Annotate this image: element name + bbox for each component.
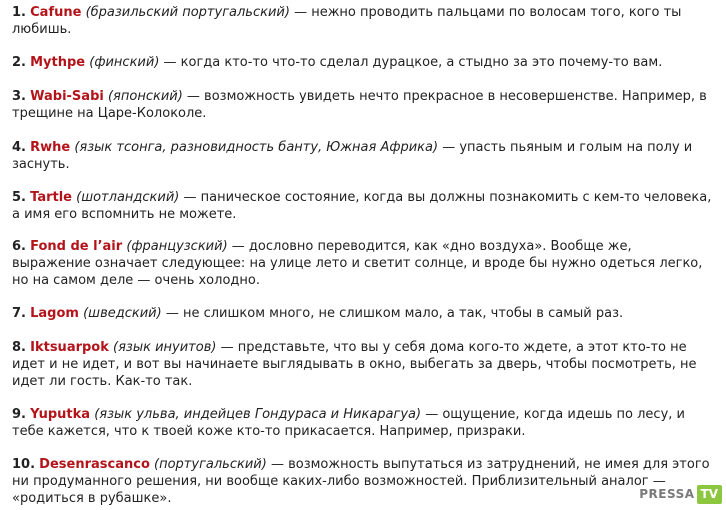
item-language: (японский) [107, 89, 183, 104]
item-word: Wabi-Sabi [30, 89, 104, 104]
list-item [12, 88, 712, 122]
item-number: 5. [12, 190, 26, 205]
item-language: (бразильский португальский) [85, 5, 290, 20]
item-language: (язык инуитов) [113, 340, 217, 355]
item-number: 9. [12, 407, 26, 422]
item-language: (шотландский) [76, 190, 180, 205]
item-definition: — возможность выпутаться из затруднений, не имея для этого ни продуманного решения, ни вообще каких-либо возможностей. Приблизительный аналог — «родиться в рубашке». [12, 457, 710, 506]
item-definition: — не слишком много, не слишком мало, а так, чтобы в самый раз. [161, 306, 624, 321]
item-number: 2. [12, 55, 26, 70]
item-number: 8. [12, 340, 26, 355]
item-definition: — ощущение, когда идешь по лесу, и тебе кажется, что к твоей коже кто-то прикасается. Например, призраки. [12, 407, 685, 439]
item-number: 7. [12, 306, 26, 321]
list-item [12, 4, 712, 38]
list-item [12, 238, 712, 289]
item-word: Iktsuarpok [30, 340, 109, 355]
item-language: (финский) [89, 55, 160, 70]
item-definition: — представьте, что вы у себя дома кого-то ждете, а этот кто-то не идет и не идет, и вот вы начинаете выглядывать в окно, выбегать за дверь, чтобы посмотреть, не идет ли гость. Как-то так. [12, 340, 697, 389]
item-definition: — нежно проводить пальцами по волосам того, кого ты любишь. [12, 5, 682, 37]
item-language: (шведский) [83, 306, 162, 321]
item-word: Mythpe [30, 55, 86, 70]
item-word: Lagom [30, 306, 79, 321]
item-word: Desenrascanco [39, 457, 150, 472]
pressa-tv-watermark [639, 485, 722, 504]
list-item [12, 339, 712, 390]
item-word: Rwhe [30, 140, 71, 155]
item-language: (язык тсонга, разновидность банту, Южная Африка) [74, 140, 439, 155]
watermark-tv: TV [697, 485, 722, 504]
list-item [12, 189, 712, 223]
list-item [12, 139, 712, 173]
item-number: 1. [12, 5, 26, 20]
item-number: 10. [12, 457, 36, 472]
item-number: 4. [12, 140, 26, 155]
item-definition: — упасть пьяным и голым на полу и заснуть. [12, 140, 693, 172]
item-number: 6. [12, 239, 26, 254]
list-item [12, 456, 712, 507]
item-number: 3. [12, 89, 26, 104]
item-definition: — когда кто-то что-то сделал дурацкое, а стыдно за это почему-то вам. [159, 55, 663, 70]
item-definition: — возможность увидеть нечто прекрасное в несовершенстве. Например, в трещине на Царе-Колоколе. [12, 89, 707, 121]
list-item [12, 406, 712, 440]
item-definition: — паническое состояние, когда вы должны познакомить с кем-то человека, а имя его вспомнить не можете. [12, 190, 712, 222]
item-definition: — дословно переводится, как «дно воздуха». Вообще же, выражение означает следующее: на улице лето и светит солнце, и вроде бы нужно одеться легко, но на самом деле — очень холодно. [12, 239, 703, 288]
watermark-pressa: PRESSA [639, 487, 695, 501]
item-word: Tartle [30, 190, 72, 205]
item-word: Yuputka [30, 407, 91, 422]
item-word: Cafune [30, 5, 82, 20]
list-item [12, 54, 712, 71]
list-item [12, 305, 712, 322]
item-language: (французский) [126, 239, 228, 254]
item-language: (язык ульва, индейцев Гондураса и Никарагуа) [94, 407, 422, 422]
item-word: Fond de l’air [30, 239, 123, 254]
item-language: (португальский) [154, 457, 267, 472]
